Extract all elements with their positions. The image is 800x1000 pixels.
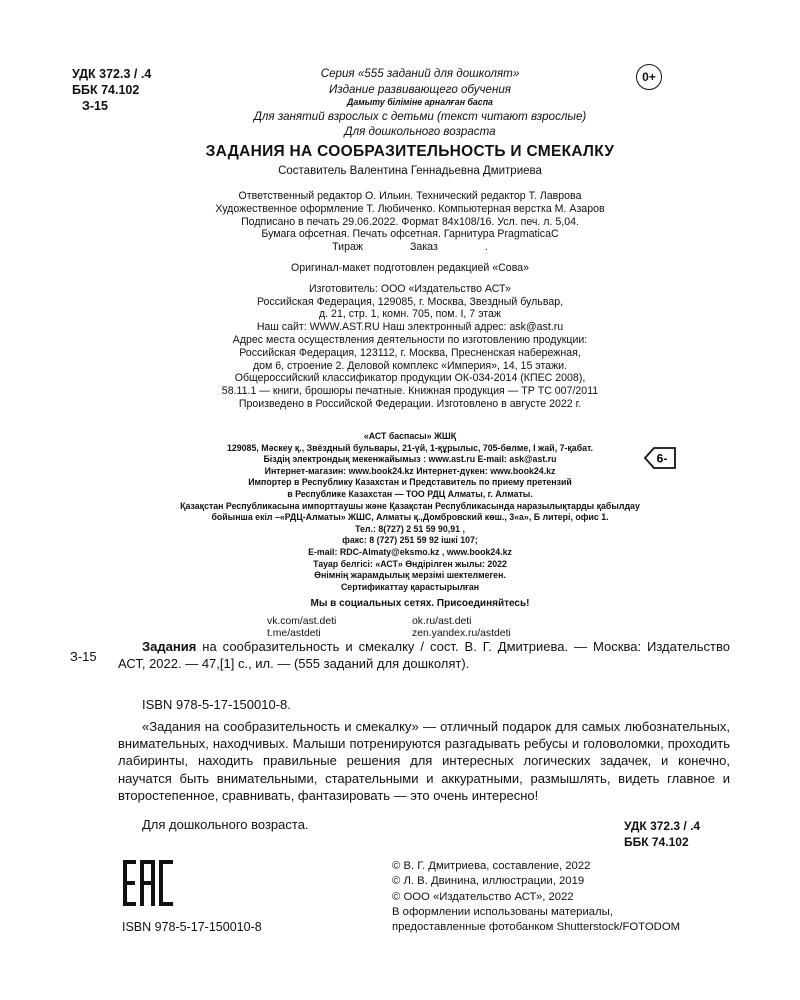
kz-line: факс: 8 (727) 251 59 92 ішкі 107; xyxy=(342,535,478,546)
udk-code-bottom: УДК 372.3 / .4 xyxy=(624,819,701,833)
age-line: Для дошкольного возраста. xyxy=(142,817,309,832)
social-link-vk[interactable]: vk.com/ast.deti xyxy=(267,616,337,627)
imprint-line: Бумага офсетная. Печать офсетная. Гарнитура PragmaticaC xyxy=(261,228,559,241)
age-rating-diamond-label: 6- xyxy=(656,451,668,466)
kz-line: Сертификаттау қарастырылған xyxy=(340,581,480,592)
udk-code: УДК 372.3 / .4 xyxy=(72,67,152,81)
kz-line: Тел.: 8(727) 2 51 59 90,91 , xyxy=(355,523,465,534)
publisher-line: Произведено в Российской Федерации. Изготовлено в августе 2022 г. xyxy=(238,397,582,410)
kz-line: Тауар белгісі: «АСТ» Өндірілген жылы: 2022 xyxy=(313,558,507,569)
publisher-line: Российская Федерация, 123112, г. Москва, Пресненская набережная, xyxy=(239,346,581,359)
catalog-entry xyxy=(118,638,730,672)
publisher-line: д. 21, стр. 1, комн. 705, пом. I, 7 этаж xyxy=(318,308,502,321)
publisher-line: Российская Федерация, 129085, г. Москва, Звездный бульвар, xyxy=(256,295,564,308)
imprint-line: Ответственный редактор О. Ильин. Технический редактор Т. Лаврова xyxy=(238,190,582,202)
udk-block-top xyxy=(72,66,151,114)
publisher-line: дом 6, строение 2. Деловой комплекс «Империя», 14, 15 этажи. xyxy=(252,359,568,372)
kz-line: E-mail: RDC-Almaty@eksmo.kz , www.book24.kz xyxy=(308,546,512,557)
publisher-line: 58.11.1 — книги, брошюры печатные. Книжная продукция — ТР ТС 007/2011 xyxy=(221,385,599,398)
kz-line: бойынша екіл –«РДЦ-Алматы» ЖШС, Алматы қ.,Домбровский көш., 3«а», Б литері, офис 1. xyxy=(211,512,609,523)
series-block xyxy=(150,66,690,140)
udk-block-bottom xyxy=(624,818,732,850)
publisher-line: Изготовитель: ООО «Издательство АСТ» xyxy=(309,282,511,295)
publisher-line: Адрес места осуществления деятельности по изготовлению продукции: xyxy=(232,333,588,346)
copyright-block xyxy=(392,859,680,935)
author-code: З-15 xyxy=(82,99,108,113)
social-link-telegram[interactable]: t.me/astdeti xyxy=(267,628,321,640)
series-name: Серия «555 заданий для дошколят» xyxy=(320,67,520,80)
social-heading: Мы в социальных сетях. Присоединяйтесь! xyxy=(310,598,530,609)
catalog-isbn: ISBN 978-5-17-150010-8. xyxy=(142,697,291,712)
imprint-line: Подписано в печать 29.06.2022. Формат 84x108/16. Усл. печ. л. 5,04. xyxy=(241,215,579,228)
edition-type-kz: Дамыту біліміне арналған баспа xyxy=(347,97,493,108)
copyright-line: В оформлении использованы материалы, xyxy=(392,905,613,918)
edition-type: Издание развивающего обучения xyxy=(329,82,511,96)
imprint-line: Тираж Заказ . xyxy=(332,241,488,254)
publisher-line: Наш сайт: WWW.AST.RU Наш электронный адрес: ask@ast.ru xyxy=(256,321,564,334)
copyright-line: © Л. В. Двинина, иллюстрации, 2019 xyxy=(392,875,585,888)
usage-note: Для занятий взрослых с детьми (текст читают взрослые) xyxy=(253,109,587,123)
imprint-block xyxy=(150,190,670,411)
bbk-code: ББК 74.102 xyxy=(72,83,140,97)
annotation: «Задания на сообразительность и смекалку» — отличный подарок для самых любознательных, внимательных, находчивых. Малыши потренируются разгадывать ребусы и головоломки, проходить лабиринты, находить правильные решения для интересных логических задачек, и конечно, научатся быть внимательными, старательными и аккуратными, размышлять, видеть главное и второстепенное, сравнивать, фантазировать — это очень интересно! xyxy=(118,719,730,803)
kz-line: Импортер в Республику Казахстан и Представитель по приему претензий xyxy=(248,477,572,488)
kz-line: «АСТ баспасы» ЖШҚ xyxy=(363,431,457,441)
kz-importer-block xyxy=(140,431,680,593)
kz-line: Біздің электрондық мекенжайымыз : www.ast.ru E-mail: ask@ast.ru xyxy=(263,454,557,465)
kz-line: Интернет-магазин: www.book24.kz Интернет-дүкен: www.book24.kz xyxy=(264,465,556,476)
catalog-code: З-15 xyxy=(70,649,97,664)
imprint-line: Художественное оформление Т. Любиченко. Компьютерная верстка М. Азаров xyxy=(215,202,605,215)
social-link-ok[interactable]: ok.ru/ast.deti xyxy=(412,616,472,627)
isbn-bottom: ISBN 978-5-17-150010-8 xyxy=(122,920,262,934)
copyright-line: © ООО «Издательство АСТ», 2022 xyxy=(392,890,574,903)
maket-line: Оригинал-макет подготовлен редакцией «Сова» xyxy=(290,261,529,274)
publisher-line: Общероссийский классификатор продукции ОК-034-2014 (КПЕС 2008), xyxy=(234,372,586,385)
social-link-zen[interactable]: zen.yandex.ru/astdeti xyxy=(412,628,511,640)
catalog-entry-title: Задания xyxy=(142,639,197,654)
age-note: Для дошкольного возраста xyxy=(344,125,496,139)
kz-line: в Республике Казахстан — ТОО РДЦ Алматы, г. Алматы. xyxy=(287,488,533,499)
bbk-code-bottom: ББК 74.102 xyxy=(624,835,689,849)
copyright-line: © В. Г. Дмитриева, составление, 2022 xyxy=(392,860,591,872)
copyright-line: предоставленные фотобанком Shutterstock/FOTODOM xyxy=(392,921,681,934)
age-rating-diamond-icon xyxy=(642,445,678,471)
book-title: ЗАДАНИЯ НА СООБРАЗИТЕЛЬНОСТЬ И СМЕКАЛКУ xyxy=(205,143,615,160)
catalog-entry-text: на сообразительность и смекалку / сост. В. Г. Дмитриева. — Москва: Издательство АСТ, 2022. — 47,[1] с., ил. — (555 заданий для дошколят). xyxy=(118,639,730,672)
compiler-line: Составитель Валентина Геннадьевна Дмитриева xyxy=(278,165,542,177)
kz-line: Өнімнің жарамдылық мерзімі шектелмеген. xyxy=(314,570,506,581)
eac-certification-icon xyxy=(122,858,174,908)
kz-line: Қазақстан Республикасына импорттаушы және Қазақстан Республикасында наразылықтарды қабылдау xyxy=(180,500,640,511)
kz-line: 129085, Мәскеу қ., Звёздный бульвары, 21-үй, 1-құрылыс, 705-бөлме, I жай, 7-қабат. xyxy=(226,442,594,453)
age-rating-badge: 0+ xyxy=(636,64,662,90)
